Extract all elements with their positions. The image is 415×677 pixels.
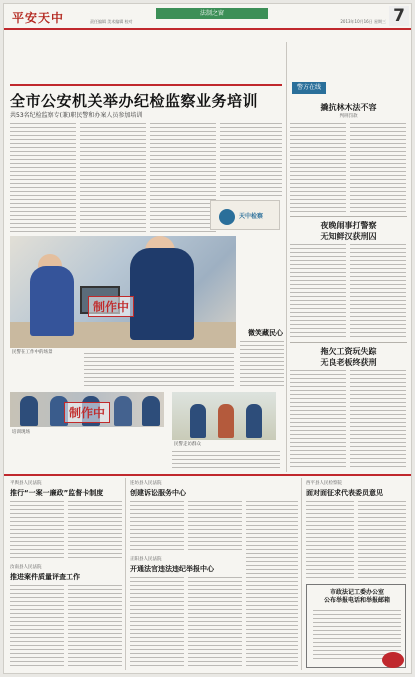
sidebar-story3-col1 [290,369,346,469]
main-photo [10,236,236,348]
story-b-title: 推进案件质量评查工作 [10,573,80,581]
sidebar-story2-col1 [290,243,346,339]
sidebar-story1-col1 [290,122,346,214]
watermark-stamp-2: 制作中 [64,402,110,423]
sidebar-story2-title: 夜晚闹事打警察 [320,221,377,230]
story-b-kicker: 汝南县人民法院 [10,565,42,570]
notice-title-2: 公布举报电话和举报邮箱 [323,597,390,604]
mid-story-text [240,340,284,386]
visit-photo [172,392,276,440]
sidebar-story3-title-2: 无良老板终获刑 [320,358,377,367]
sidebar-story2-col2 [350,243,406,339]
sidebar-badge: 警方在线 [292,82,326,94]
masthead-date: 2013年10月16日 星期三 [340,19,386,24]
sidebar-story3-title: 拖欠工资玩失踪 [320,347,377,356]
story-c-kicker: 连坊县人民法院 [130,481,162,486]
headline-rule [10,84,282,86]
visit-story-text [172,450,280,470]
sidebar-story2-title-2: 无知鲜汉获刑囚 [320,232,377,241]
sidebar [288,42,409,472]
photo-story-text [84,352,234,388]
page-number: 7 [389,6,409,26]
story-c-title: 创建诉讼服务中心 [130,489,186,497]
badge-icon [219,209,235,225]
sidebar-story1-sub: 判刑罚款 [339,114,358,119]
headline: 全市公安机关举办纪检监察业务培训 [10,92,259,110]
lead-column-3 [150,122,216,232]
emblem-icon [382,652,404,668]
training-photo-caption: 培训现场 [12,430,30,435]
sidebar-story1-title: 撬抗林木法不容 [320,103,377,112]
lead-column-4 [220,122,282,196]
sidebar-story1-col2 [350,122,406,214]
lead-column-2 [80,122,146,232]
notice-title: 市政法记工委办公室 [329,589,384,596]
story-a-title: 推行“一案一廉政”监督卡制度 [10,489,104,497]
masthead-ribbon: 法制之窗 [156,8,268,19]
visit-photo-caption: 民警走访群众 [174,442,201,447]
newspaper-page [3,3,412,674]
lead-column-1 [10,122,76,232]
story-a-kicker: 平舆县人民法院 [10,481,42,486]
masthead [4,4,412,30]
masthead-meta: 责任编辑 美术编辑 校对 [90,19,133,24]
mid-story-title: 微笑藏民心 [248,329,283,337]
story-e-kicker: 西平县人民检察院 [306,481,342,486]
story-d-kicker: 正阳县人民法院 [130,557,162,562]
sidebar-story3-col2 [350,369,406,469]
story-e-title: 面对面征求代表委员意见 [306,489,383,497]
watermark-stamp: 制作中 [88,296,134,317]
subhead: 共53名纪检监察专(兼)职民警和办案人员参加培训 [10,112,143,119]
story-d-title: 开通法官违法违纪举报中心 [130,565,214,573]
main-photo-caption: 民警在工作中的场景 [12,350,53,355]
section-title: 平安天中 [12,11,65,25]
column-logo: 天中检察 [210,200,280,230]
